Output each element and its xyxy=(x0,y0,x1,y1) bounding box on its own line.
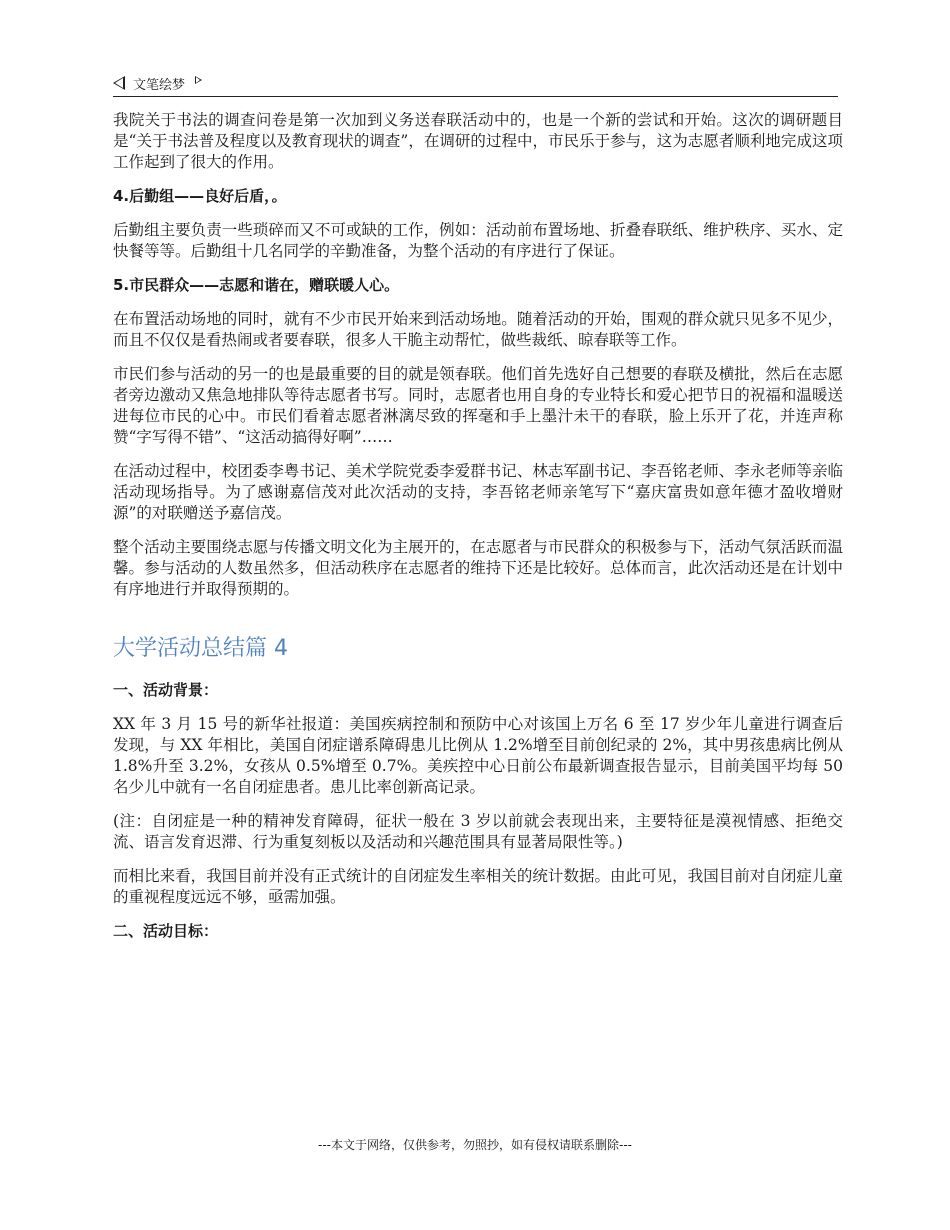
paragraph: 我院关于书法的调查问卷是第一次加到义务送春联活动中的，也是一个新的尝试和开始。这次的调研题目是“关于书法普及程度以及教育现状的调查”，在调研的过程中，市民乐于参与，这为志愿者顺利地完成这项工作起到了很大的作用。 xyxy=(113,111,843,171)
triangle-right-icon xyxy=(195,76,202,84)
paragraph: 市民们参与活动的另一的也是最重要的目的就是领春联。他们首先选好自己想要的春联及横批，然后在志愿者旁边激动又焦急地排队等待志愿者书写。同时，志愿者也用自身的专业特长和爱心把节日的祝福和温暖送进每位市民的心中。市民们看着志愿者淋漓尽致的挥毫和手上墨汁未干的春联，脸上乐开了花，并连声称赞“字写得不错”、“这活动搞得好啊”…… xyxy=(113,365,843,446)
page-header xyxy=(113,70,838,97)
paragraph: 整个活动主要围绕志愿与传播文明文化为主展开的，在志愿者与市民群众的积极参与下，活动气氛活跃而温馨。参与活动的人数虽然多，但活动秩序在志愿者的维持下还是比较好。总体而言，此次活动还是在计划中有序地进行并取得预期的。 xyxy=(113,538,843,598)
paragraph: 后勤组主要负责一些琐碎而又不可或缺的工作，例如：活动前布置场地、折叠春联纸、维护秩序、买水、定快餐等等。后勤组十几名同学的辛勤准备，为整个活动的有序进行了保证。 xyxy=(113,221,843,260)
page-footer: ---本文于网络，仅供参考，勿照抄，如有侵权请联系删除--- xyxy=(318,1138,632,1152)
paragraph: XX 年 3 月 15 号的新华社报道：美国疾病控制和预防中心对该国上万名 6 至 17 岁少年儿童进行调查后发现，与 XX 年相比，美国自闭症谱系障碍患儿比例从 1.2%增至目前创纪录的 2%，其中男孩患病比例从 1.8%升至 3.2%，女孩从 0.5%增至 0.7%。美疾控中心日前公布最新调查报告显示，目前美国平均每 50 名少儿中就有一名自闭症患者。患儿比率创新高记录。 xyxy=(113,715,843,796)
paragraph: (注：自闭症是一种的精神发育障碍，征状一般在 3 岁以前就会表现出来，主要特征是漠视情感、拒绝交流、语言发育迟滞、行为重复刻板以及活动和兴趣范围具有显著局限性等。) xyxy=(113,812,843,851)
subheading-logistics: 4.后勤组——良好后盾，。 xyxy=(113,187,287,205)
paragraph: 而相比来看，我国目前并没有正式统计的自闭症发生率相关的统计数据。由此可见，我国目前对自闭症儿童的重视程度远远不够，亟需加强。 xyxy=(113,867,843,906)
subheading-goals: 二、活动目标： xyxy=(113,922,219,940)
section-title: 大学活动总结篇 4 xyxy=(113,636,288,661)
header-title: 文笔绘梦 xyxy=(133,77,186,93)
subheading-citizens: 5.市民群众——志愿和谐在，赠联暖人心。 xyxy=(113,276,400,294)
paragraph: 在布置活动场地的同时，就有不少市民开始来到活动场地。随着活动的开始，围观的群众就只见多不见少，而且不仅仅是看热闹或者要春联，很多人干脆主动帮忙，做些裁纸、晾春联等工作。 xyxy=(113,310,843,349)
document-body xyxy=(113,110,843,955)
subheading-background: 一、活动背景： xyxy=(113,681,219,699)
triangle-left-icon xyxy=(113,76,125,90)
paragraph: 在活动过程中，校团委李粤书记、美术学院党委李爱群书记、林志军副书记、李吾铭老师、李永老师等亲临活动现场指导。为了感谢嘉信茂对此次活动的支持，李吾铭老师亲笔写下“嘉庆富贵如意年德才盈收增财源”的对联赠送予嘉信茂。 xyxy=(113,462,843,522)
